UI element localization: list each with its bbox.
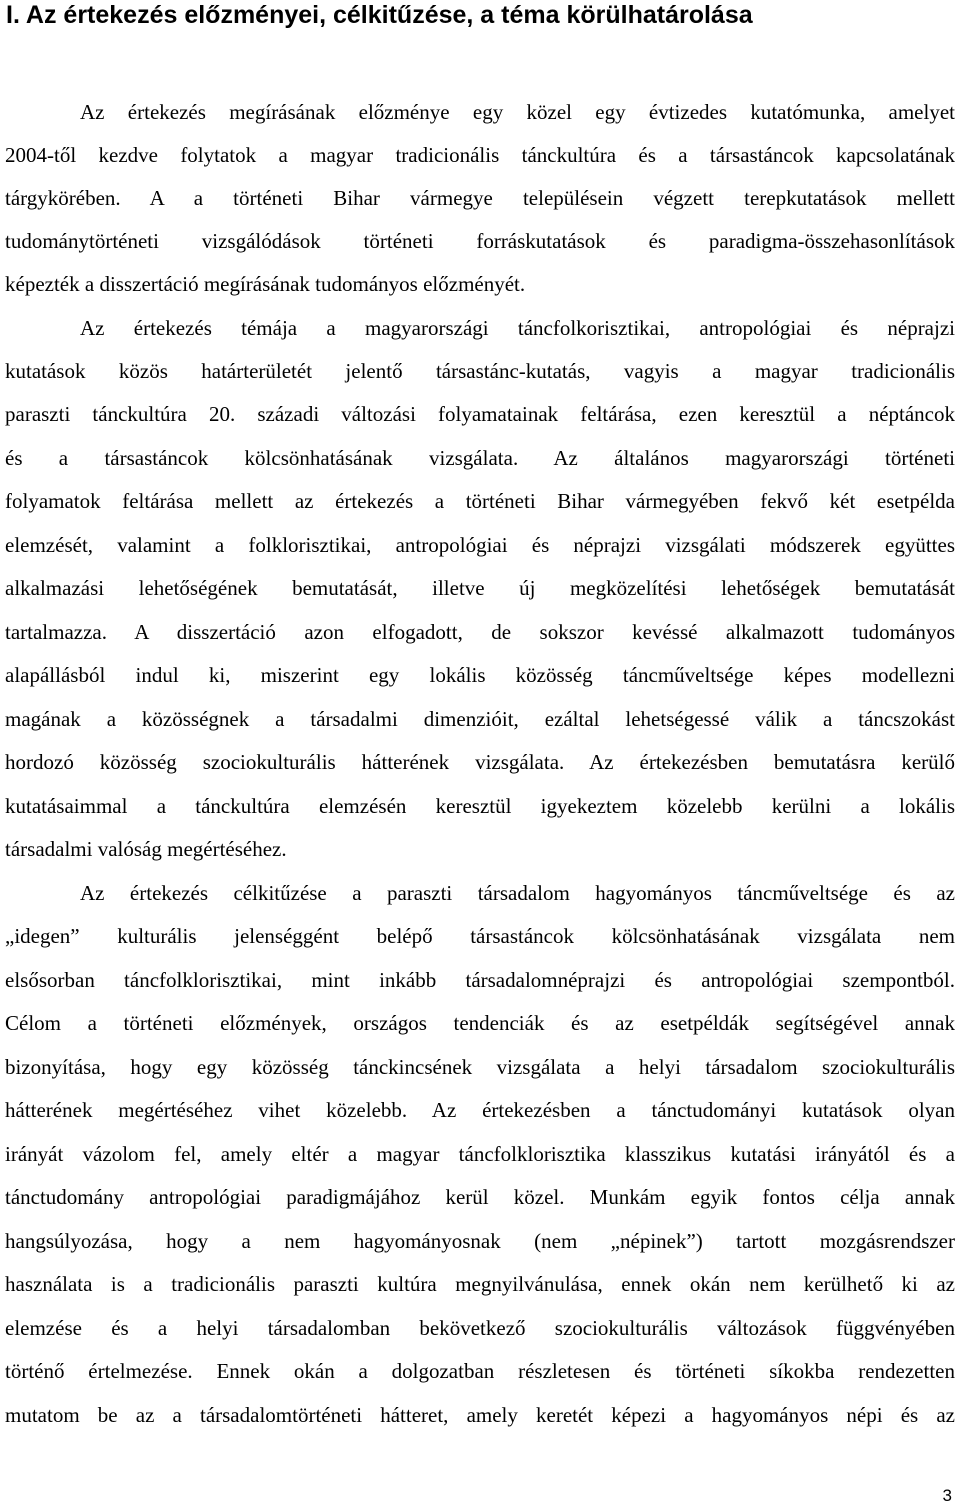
body-line: paraszti tánckultúra 20. századi változási folyamatainak feltárása, ezen keresztül a néptáncok — [5, 402, 955, 426]
body-line: „idegen” kulturális jelenséggént belépő társastáncok kölcsönhatásának vizsgálata nem — [5, 924, 955, 948]
body-line: irányát vázolom fel, amely eltér a magyar táncfolklorisztika klasszikus kutatási irányától és a — [5, 1142, 955, 1166]
body-line: elsősorban táncfolklorisztikai, mint inkább társadalomnéprajzi és antropológiai szempontból. — [5, 968, 955, 992]
body-line: hordozó közösség szociokulturális hátterének vizsgálata. Az értekezésben bemutatásra kerülő — [5, 750, 955, 774]
body-line: Az értekezés megírásának előzménye egy közel egy évtizedes kutatómunka, amelyet — [80, 100, 955, 124]
body-line: tánctudomány antropológiai paradigmájához kerül közel. Munkám egyik fontos célja annak — [5, 1185, 955, 1209]
body-line: magának a közösségnek a társadalmi dimenzióit, ezáltal lehetségessé válik a táncszokást — [5, 707, 955, 731]
section-heading: I. Az értekezés előzményei, célkitűzése, a téma körülhatárolása — [6, 1, 753, 29]
body-line: képezték a disszertáció megírásának tudományos előzményét. — [5, 272, 526, 296]
body-line: hátterének megértéséhez vihet közelebb. Az értekezésben a tánctudományi kutatások olyan — [5, 1098, 955, 1122]
body-line: mutatom be az a társadalomtörténeti hátteret, amely keretét képezi a hagyományos népi és az — [5, 1403, 955, 1427]
body-line: történő értelmezése. Ennek okán a dolgozatban részletesen és történeti síkokba rendezetten — [5, 1359, 955, 1383]
body-line: tartalmazza. A disszertáció azon elfogadott, de sokszor kevéssé alkalmazott tudományos — [5, 620, 955, 644]
body-line: és a társastáncok kölcsönhatásának vizsgálata. Az általános magyarországi történeti — [5, 446, 955, 470]
body-line: hangsúlyozása, hogy a nem hagyományosnak (nem „népinek”) tartott mozgásrendszer — [5, 1229, 955, 1253]
body-line: folyamatok feltárása mellett az értekezés a történeti Bihar vármegyében fekvő két esetpélda — [5, 489, 955, 513]
body-line: Az értekezés témája a magyarországi táncfolkorisztikai, antropológiai és néprajzi — [80, 316, 955, 340]
body-line: bizonyítása, hogy egy közösség tánckincsének vizsgálata a helyi társadalom szociokulturális — [5, 1055, 955, 1079]
body-line: Az értekezés célkitűzése a paraszti társadalom hagyományos táncműveltsége és az — [80, 881, 955, 905]
page-number: 3 — [942, 1486, 952, 1505]
body-line: alkalmazási lehetőségének bemutatását, illetve új megközelítési lehetőségek bemutatását — [5, 576, 955, 600]
body-line: tudománytörténeti vizsgálódások történeti forráskutatások és paradigma-összehasonlítások — [5, 229, 955, 253]
body-line: tárgykörében. A a történeti Bihar vármegye településein végzett terepkutatások mellett — [5, 186, 955, 210]
body-line: alapállásból indul ki, miszerint egy lokális közösség táncműveltsége képes modellezni — [5, 663, 955, 687]
body-line: kutatások közös határterületét jelentő társastánc-kutatás, vagyis a magyar tradicionális — [5, 359, 955, 383]
body-line: Célom a történeti előzmények, országos tendenciák és az esetpéldák segítségével annak — [5, 1011, 955, 1035]
body-line: társadalmi valóság megértéséhez. — [5, 837, 287, 861]
body-line: elemzését, valamint a folklorisztikai, antropológiai és néprajzi vizsgálati módszerek együttes — [5, 533, 955, 557]
body-line: 2004-től kezdve folytatok a magyar tradicionális tánckultúra és a társastáncok kapcsolatának — [5, 143, 955, 167]
body-line: használata is a tradicionális paraszti kultúra megnyilvánulása, ennek okán nem kerülhető ki az — [5, 1272, 955, 1296]
body-line: elemzése és a helyi társadalomban bekövetkező szociokulturális változások függvényében — [5, 1316, 955, 1340]
body-line: kutatásaimmal a tánckultúra elemzésén keresztül igyekeztem közelebb kerülni a lokális — [5, 794, 955, 818]
